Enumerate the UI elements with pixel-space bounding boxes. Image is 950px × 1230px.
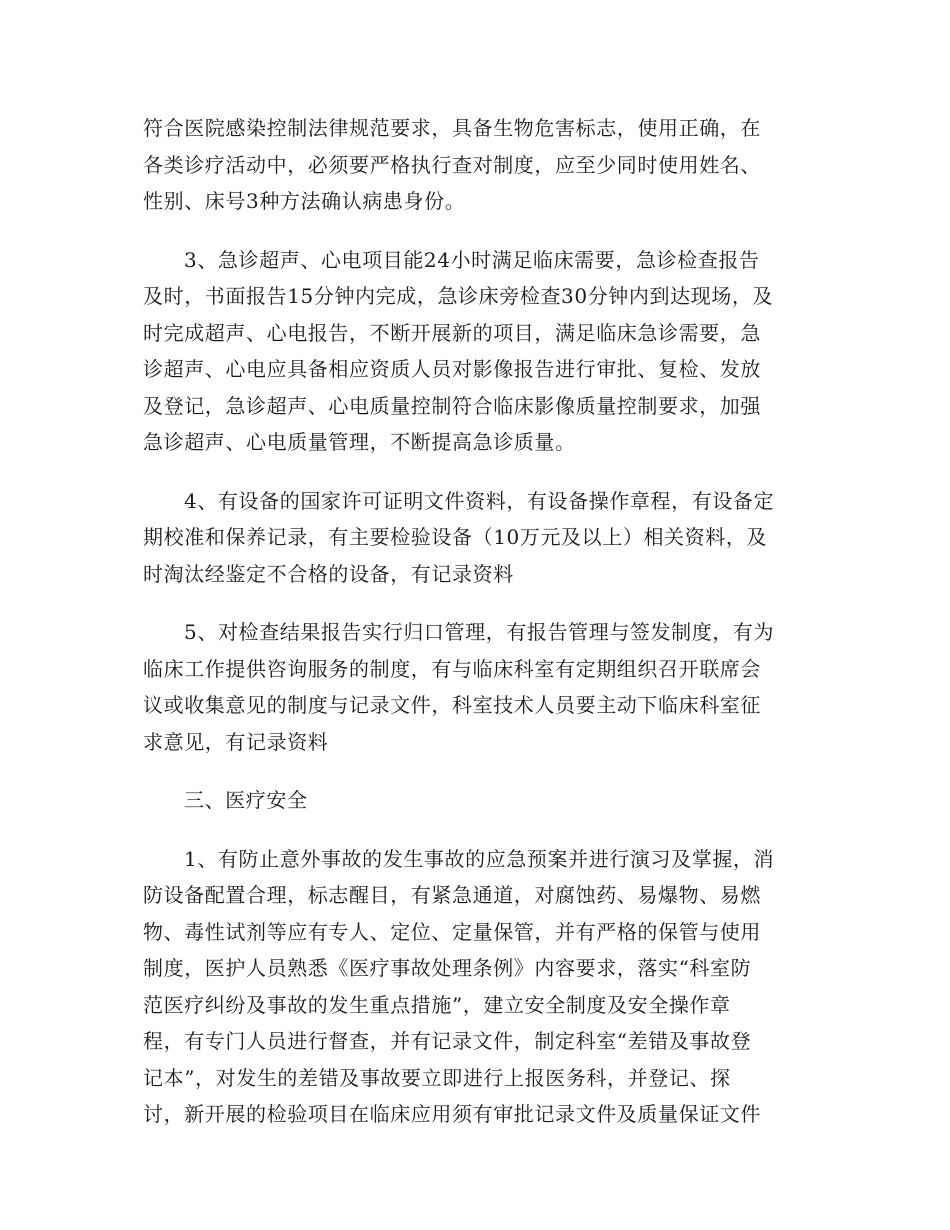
paragraph xyxy=(143,841,808,1133)
document-body xyxy=(143,110,808,1133)
text-line: 及时，书面报告15分钟内完成，急诊床旁检查30分钟内到达现场，及 xyxy=(143,284,774,308)
paragraph xyxy=(143,483,808,593)
text-line: 诊超声、心电应具备相应资质人员对影像报告进行审批、复检、发放 xyxy=(143,357,761,381)
text-line: 急诊超声、心电质量管理，不断提高急诊质量。 xyxy=(143,430,576,454)
text-line: 时完成超声、心电报告，不断开展新的项目，满足临床急诊需要，急 xyxy=(143,320,761,345)
text-line: 范医疗纠纷及事故的发生重点措施”，建立安全制度及安全操作章 xyxy=(143,992,731,1017)
text-line: 1、有防止意外事故的发生事故的应急预案并进行演习及掌握，消 xyxy=(184,846,775,871)
paragraph xyxy=(143,110,808,220)
text-line: 临床工作提供咨询服务的制度，有与临床科室有定期组织召开联席会 xyxy=(143,656,761,681)
text-line: 记本”，对发生的差错及事故要立即进行上报医务科，并登记、探 xyxy=(143,1065,731,1090)
text-line: 议或收集意见的制度与记录文件，科室技术人员要主动下临床科室征 xyxy=(143,693,761,717)
text-line: 求意见，有记录资料 xyxy=(143,729,329,754)
text-line: 符合医院感染控制法律规范要求，具备生物危害标志，使用正确，在 xyxy=(143,116,761,140)
text-line: 程，有专门人员进行督查，并有记录文件，制定科室“差错及事故登 xyxy=(143,1029,752,1053)
text-line: 5、对检查结果报告实行归口管理，有报告管理与签发制度，有为 xyxy=(184,620,775,644)
text-line: 物、毒性试剂等应有专人、定位、定量保管，并有严格的保管与使用 xyxy=(143,919,761,944)
text-line: 讨，新开展的检验项目在临床应用须有审批记录文件及质量保证文件 xyxy=(143,1102,761,1126)
text-line: 期校准和保养记录，有主要检验设备（10万元及以上）相关资料，及 xyxy=(143,525,768,549)
section-heading-text: 三、医疗安全 xyxy=(184,788,308,812)
text-line: 及登记，急诊超声、心电质量控制符合临床影像质量控制要求，加强 xyxy=(143,393,761,418)
paragraph xyxy=(143,614,808,760)
text-line: 3、急诊超声、心电项目能24小时满足临床需要，急诊检查报告 xyxy=(184,247,760,272)
paragraph xyxy=(143,242,808,461)
text-line: 制度，医护人员熟悉《医疗事故处理条例》内容要求，落实“科室防 xyxy=(143,956,752,980)
text-line: 时淘汰经鉴定不合格的设备，有记录资料 xyxy=(143,561,514,586)
text-line: 防设备配置合理，标志醒目，有紧急通道，对腐蚀药、易爆物、易燃 xyxy=(143,883,761,907)
text-line: 性别、床号3种方法确认病患身份。 xyxy=(143,189,466,213)
text-line: 4、有设备的国家许可证明文件资料，有设备操作章程，有设备定 xyxy=(184,488,775,513)
section-heading xyxy=(143,782,808,819)
text-line: 各类诊疗活动中，必须要严格执行查对制度，应至少同时使用姓名、 xyxy=(143,152,761,177)
